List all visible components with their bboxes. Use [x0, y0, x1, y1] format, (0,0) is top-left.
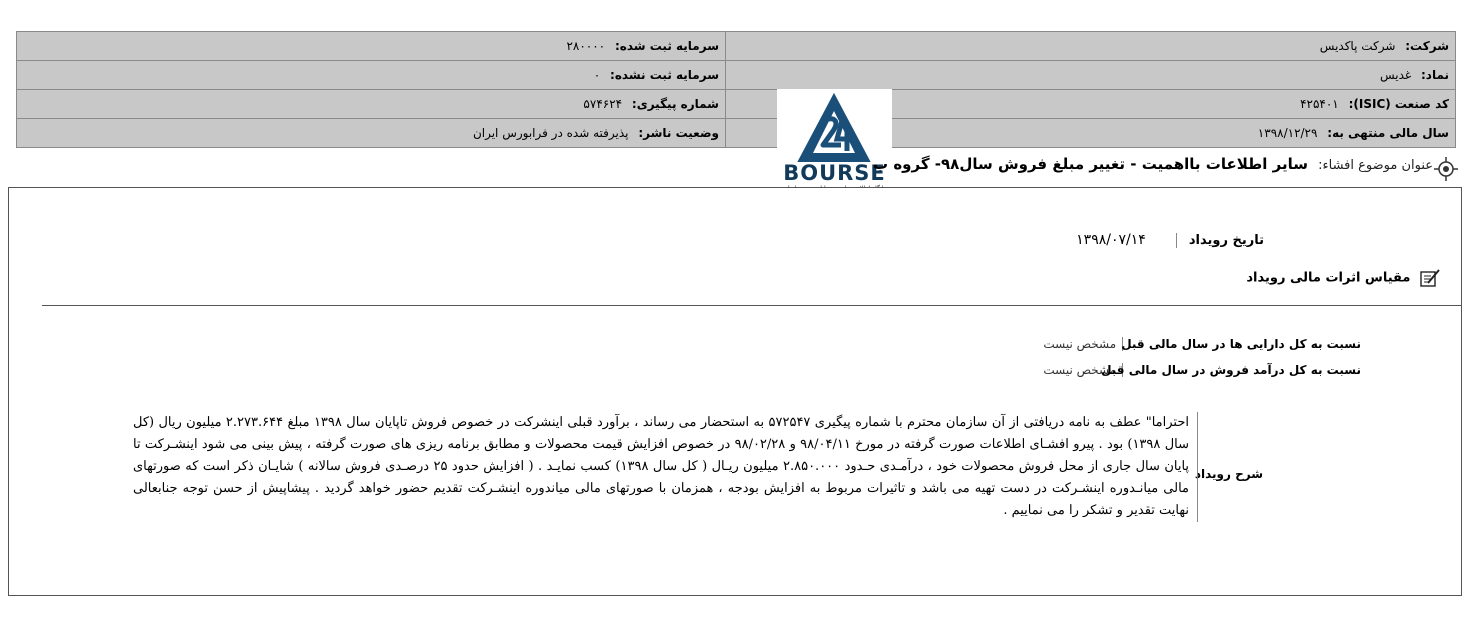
registered-capital-cell [17, 32, 726, 61]
info-row-symbol [17, 61, 1456, 90]
isic-value: ۴۲۵۴۰۱ [1300, 97, 1339, 111]
company-info-table [16, 31, 1456, 148]
publisher-status-value: پذیرفته شده در فرابورس ایران [472, 126, 629, 140]
revenue-ratio-value: مشخص نیست [1043, 363, 1123, 377]
subject-value: سایر اطلاعات بااهمیت - تغییر مبلغ فروش سال۹۸- گروه ب [873, 155, 1308, 173]
financial-impact-title [1246, 268, 1441, 288]
revenue-ratio-label: نسبت به کل درآمد فروش در سال مالی قبل [1101, 363, 1361, 377]
symbol-value: غدیس [1379, 68, 1412, 82]
unregistered-capital-label: سرمایه ثبت نشده: [610, 68, 719, 82]
asset-ratio-label: نسبت به کل دارایی ها در سال مالی قبل [1121, 337, 1361, 351]
target-icon [1434, 157, 1458, 181]
event-date-label: تاریخ رویداد [1176, 233, 1264, 248]
company-label: شرکت: [1405, 39, 1449, 53]
disclosure-subject [873, 155, 1433, 173]
event-date-row [1076, 232, 1264, 248]
event-description-label: شرح رویداد [1194, 467, 1263, 481]
event-date-value: ۱۳۹۸/۰۷/۱۴ [1076, 232, 1146, 248]
revenue-ratio-row [1043, 363, 1361, 377]
tracking-cell [17, 90, 726, 119]
company-cell [726, 32, 1456, 61]
event-description-text: احتراما" عطف به نامه دریافتی از آن سازمان محترم با شماره پیگیری ۵۷۲۵۴۷ به استحضار می رساند ، برآورد قبلی اینشرکت در خصوص فروش تاپایان سال ۱۳۹۸ مبلغ ۲.۲۷۳.۶۴۴ میلیون ریال (کل سال ۱۳۹۸) بود . پیرو افشـای اطلاعات صورت گرفته در مورخ ۹۸/۰۴/۱۱ و ۹۸/۰۲/۲۸ در خصوص افزایش قیمت محصولات و مطابق برنامه ریزی های صورت گرفته ، پیش بینی می شود اینشـرکت تا پایان سال جاری از محل فروش محصولات خود ، درآمـدی حـدود ۲.۸۵۰.۰۰۰ میلیون ریـال ( کل سال ۱۳۹۸) کسب نمایـد . ( افزایش حدود ۲۵ درصـدی فروش سالانه ) شایـان ذکر است که صورتهای مالی میانـدوره اینشـرکت در دست تهیه می باشد و تاثیرات مربوط به افزایش بودجه ، همزمان با صورتهای مالی میاندوره اینشـرکت تقدیم حضور خواهد گردید . پیشاپیش از حسن توجه جنابعالی نهایت تقدیر و تشکر را می نماییم . [133, 412, 1198, 522]
info-row-company [17, 32, 1456, 61]
bourse-logo-mark-icon [777, 89, 892, 164]
company-value: شرکت پاکدیس [1319, 39, 1396, 53]
publisher-status-label: وضعیت ناشر: [638, 126, 719, 140]
section-divider [42, 305, 1462, 306]
registered-capital-value: ۲۸۰۰۰۰ [566, 39, 606, 53]
event-details-box [8, 187, 1462, 596]
info-row-isic [17, 90, 1456, 119]
asset-ratio-value: مشخص نیست [1043, 337, 1123, 351]
bourse-logo [777, 89, 892, 196]
edit-note-icon [1419, 268, 1441, 288]
isic-label: کد صنعت (ISIC): [1348, 97, 1449, 111]
logo-text: BOURSE [783, 161, 886, 185]
publisher-status-cell [17, 119, 726, 148]
financial-impact-title-text: مقیاس اثرات مالی رویداد [1246, 270, 1411, 286]
asset-ratio-row [1043, 337, 1361, 351]
tracking-label: شماره پیگیری: [631, 97, 719, 111]
tracking-value: ۵۷۴۶۲۴ [583, 97, 623, 111]
fiscal-year-label: سال مالی منتهی به: [1327, 126, 1449, 140]
info-row-fiscal-year [17, 119, 1456, 148]
subject-label: عنوان موضوع افشاء: [1318, 158, 1433, 173]
unregistered-capital-value: ۰ [593, 68, 601, 82]
fiscal-year-value: ۱۳۹۸/۱۲/۲۹ [1257, 126, 1318, 140]
registered-capital-label: سرمایه ثبت شده: [614, 39, 719, 53]
symbol-cell [726, 61, 1456, 90]
symbol-label: نماد: [1420, 68, 1449, 82]
unregistered-capital-cell [17, 61, 726, 90]
